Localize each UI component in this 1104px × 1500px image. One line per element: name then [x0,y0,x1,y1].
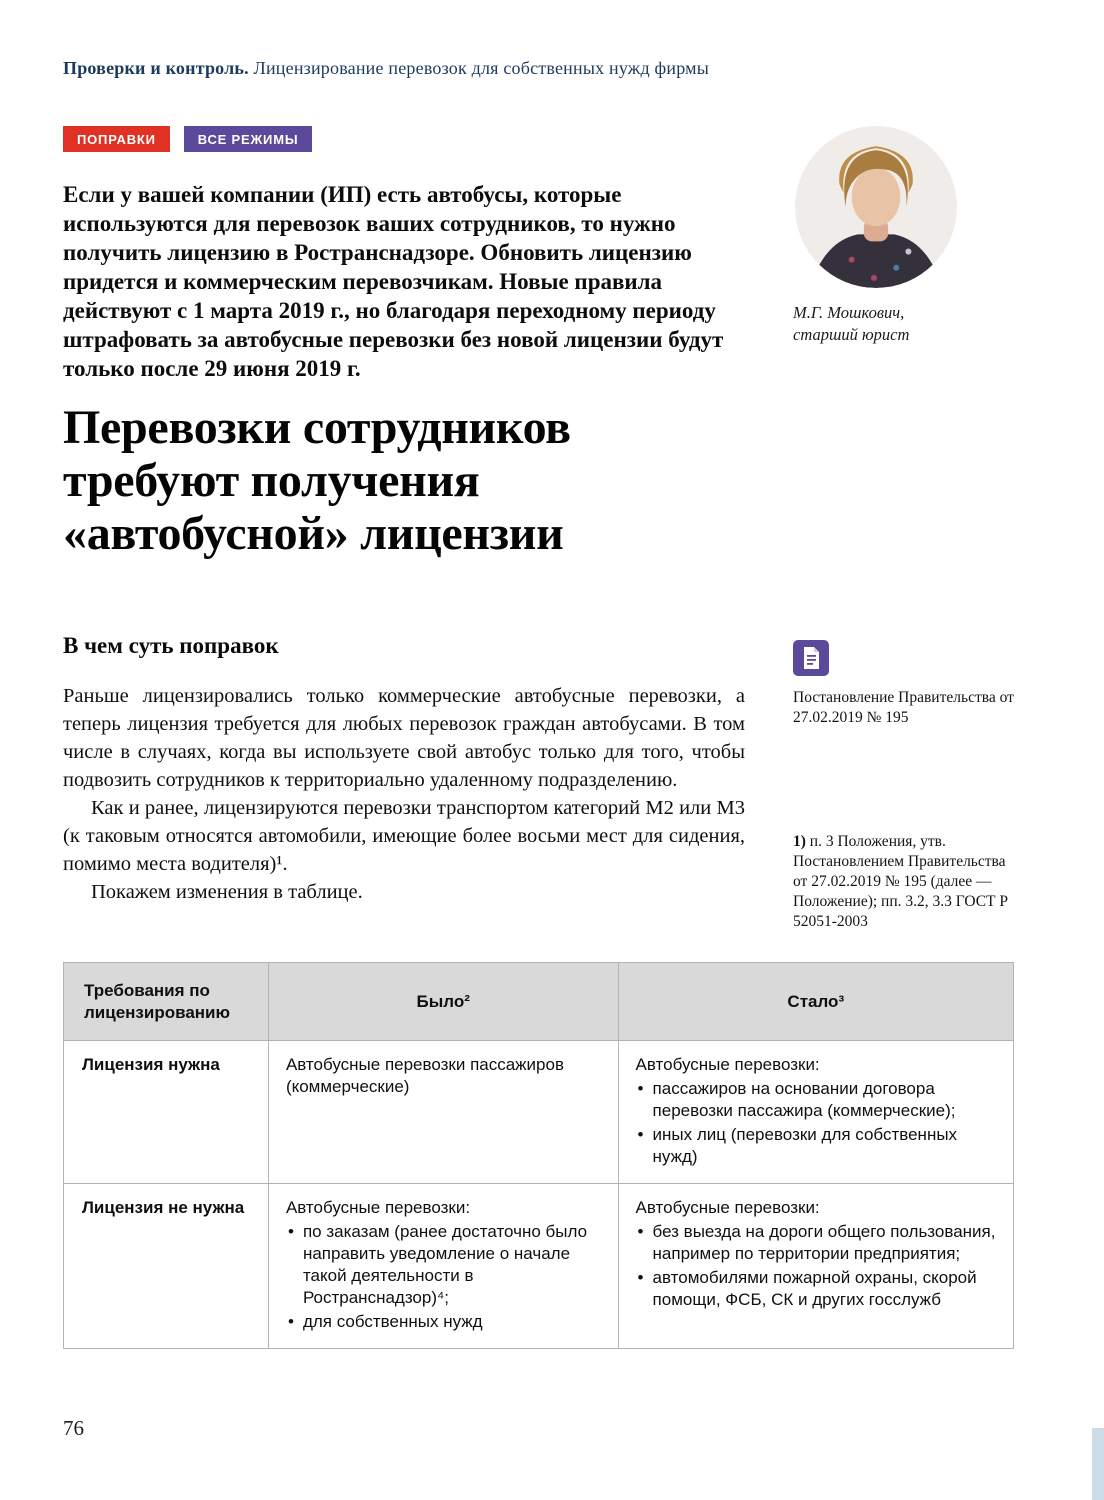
author-role: старший юрист [793,325,910,344]
author-name: М.Г. Мошкович, [793,303,905,322]
bullet-item: • без выезда на дороги общего пользования, например по территории предприятия; [636,1221,996,1265]
was-cell [268,1184,618,1349]
page-number: 76 [63,1416,84,1440]
footnote [793,832,1021,932]
table-row-license-required [64,1041,1014,1184]
requirement-cell: Лицензия не нужна [64,1184,269,1349]
table-header-was: Было² [268,963,618,1041]
cell-lead: Автобусные перевозки: [635,1055,820,1074]
bullet-item: • пассажиров на основании договора перевозки пассажира (коммерческие); [636,1078,996,1122]
license-comparison-table [63,962,1014,1349]
table-row-license-not-required [64,1184,1014,1349]
breadcrumb [63,56,1041,80]
kicker-subtitle: Лицензирование перевозок для собственных нужд фирмы [248,58,710,78]
article-title-line: «автобусной» лицензии [63,507,564,560]
article-title-line: Перевозки сотрудников [63,401,571,454]
requirement-cell: Лицензия нужна [64,1041,269,1184]
badge-amendments: ПОПРАВКИ [63,126,170,152]
article-title [63,401,1041,560]
margin-notes-column [793,632,1021,932]
body-paragraph: Раньше лицензировались только коммерческие автобусные перевозки, а теперь лицензия требуется для любых перевозок граждан автобусами. В том числе в случаях, когда вы используете свой автобус только для того, чтобы подвозить сотрудников к территориально удаленному подразделению. [63,685,745,791]
article-title-line: требуют получения [63,454,480,507]
author-block [793,126,1023,346]
cell-bullet-list [636,1078,996,1168]
page-edge-tab [1092,1428,1104,1500]
table-header-row [64,963,1014,1041]
cell-lead: Автобусные перевозки пассажиров (коммерческие) [285,1055,564,1096]
document-icon [793,640,829,676]
cell-bullet-list [636,1221,996,1311]
cell-lead: Автобусные перевозки: [635,1198,820,1217]
now-cell [618,1041,1013,1184]
body-paragraph: Покажем изменения в таблице. [91,881,363,903]
regulation-reference: Постановление Правительства от 27.02.2019 № 195 [793,689,1014,726]
badge-all-modes: ВСЕ РЕЖИМЫ [184,126,313,152]
main-column [63,632,745,906]
table-header-now: Стало³ [618,963,1013,1041]
bullet-item: • для собственных нужд [286,1311,601,1333]
table-head [64,963,1014,1041]
bullet-item: • автомобилями пожарной охраны, скорой помощи, ФСБ, СК и других госслужб [636,1267,996,1311]
bullet-item: • иных лиц (перевозки для собственных нужд) [636,1124,996,1168]
author-caption [793,302,1023,346]
cell-lead: Автобусные перевозки: [285,1198,471,1217]
footnote-text: п. 3 Положения, утв. Постановлением Правительства от 27.02.2019 № 195 (далее — Положение); пп. 3.2, 3.3 ГОСТ Р 52051-2003 [793,833,1009,930]
now-cell [618,1184,1013,1349]
table-body [64,1041,1014,1349]
cell-bullet-list [286,1221,601,1333]
section-label: Проверки и контроль. [63,58,249,78]
bullet-item: • по заказам (ранее достаточно было направить уведомление о начале такой деятельности в Ространснадзор)⁴; [286,1221,601,1309]
body-paragraph: Как и ранее, лицензируются перевозки транспортом категорий М2 или М3 (к таковым относятся автомобили, имеющие более восьми мест для сидения, помимо места водителя)¹. [63,797,745,875]
was-cell [268,1041,618,1184]
author-photo-icon [795,126,957,288]
content-columns [63,632,1041,932]
table-header-requirements: Требования по лицензированию [64,963,269,1041]
intro-paragraph: Если у вашей компании (ИП) есть автобусы, которые используются для перевозок ваших сотрудников, то нужно получить лицензию в Ространснадзоре. Обновить лицензию придется и коммерческим перевозчикам. Новые правила действуют с 1 марта 2019 г., но благодаря переходному периоду штрафовать за автобусные перевозки без новой лицензии будут только после 29 июня 2019 г. [63,182,724,381]
footnote-marker: 1) [793,833,806,850]
section-heading: В чем суть поправок [63,633,279,658]
